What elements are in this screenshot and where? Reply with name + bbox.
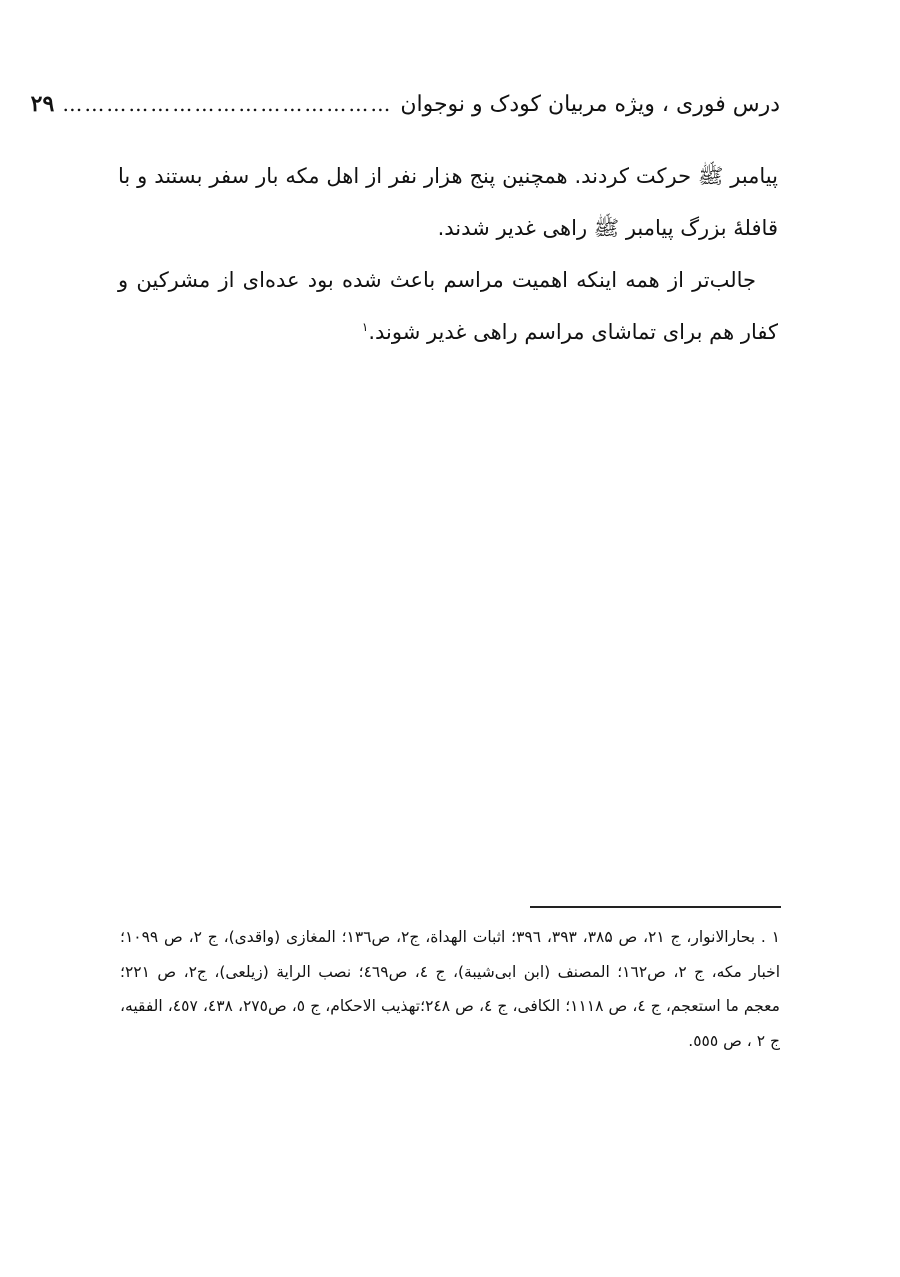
paragraph-2 — [118, 254, 778, 358]
footnote-reference: ۱ — [361, 320, 369, 334]
header-title: درس فوری ، ویژه مربیان کودک و نوجوان — [400, 91, 780, 117]
page-number: ۲۹ — [30, 91, 55, 117]
paragraph-2-text: جالب‌تر از همه اینکه اهمیت مراسم باعث شده بود عده‌ای از مشرکین و کفار هم برای تماشای مراسم راهی غدیر شوند. — [118, 268, 778, 344]
footnote-separator — [530, 906, 781, 908]
body-text — [118, 150, 778, 358]
footnote — [120, 920, 780, 1058]
footnote-text: ۱ . بحارالانوار، ج ۲۱، ص ۳۸۵، ۳۹۳، ۳۹٦؛ اثبات الهداة، ج۲، ص۱۳٦؛ المغازی (واقدی)، ج ۲، ص ۱۰۹۹؛ اخبار مکه، ج ۲، ص۱٦۲؛ المصنف (ابن ابی‌شیبة)، ج ٤، ص٤٦۹؛ نصب الرایة (زیلعی)، ج۲، ص ۲۲۱؛ معجم ما استعجم، ج ٤، ص ۱۱۱۸؛ الکافی، ج ٤، ص ۲٤۸؛تهذیب الاحکام، ج ٥، ص۲۷٥، ٤۳۸، ٤٥۷، الفقیه، ج ۲ ، ص ٥٥٥. — [120, 928, 781, 1050]
paragraph-1-text: پیامبر ﷺ حرکت کردند. همچنین پنج هزار نفر از اهل مکه بار سفر بستند و با قافلۀ بزرگ پیامبر ﷺ راهی غدیر شدند. — [118, 164, 778, 240]
header-leader-dots: ……………………………………… — [62, 92, 393, 116]
paragraph-1 — [118, 150, 778, 254]
running-header — [30, 84, 780, 124]
